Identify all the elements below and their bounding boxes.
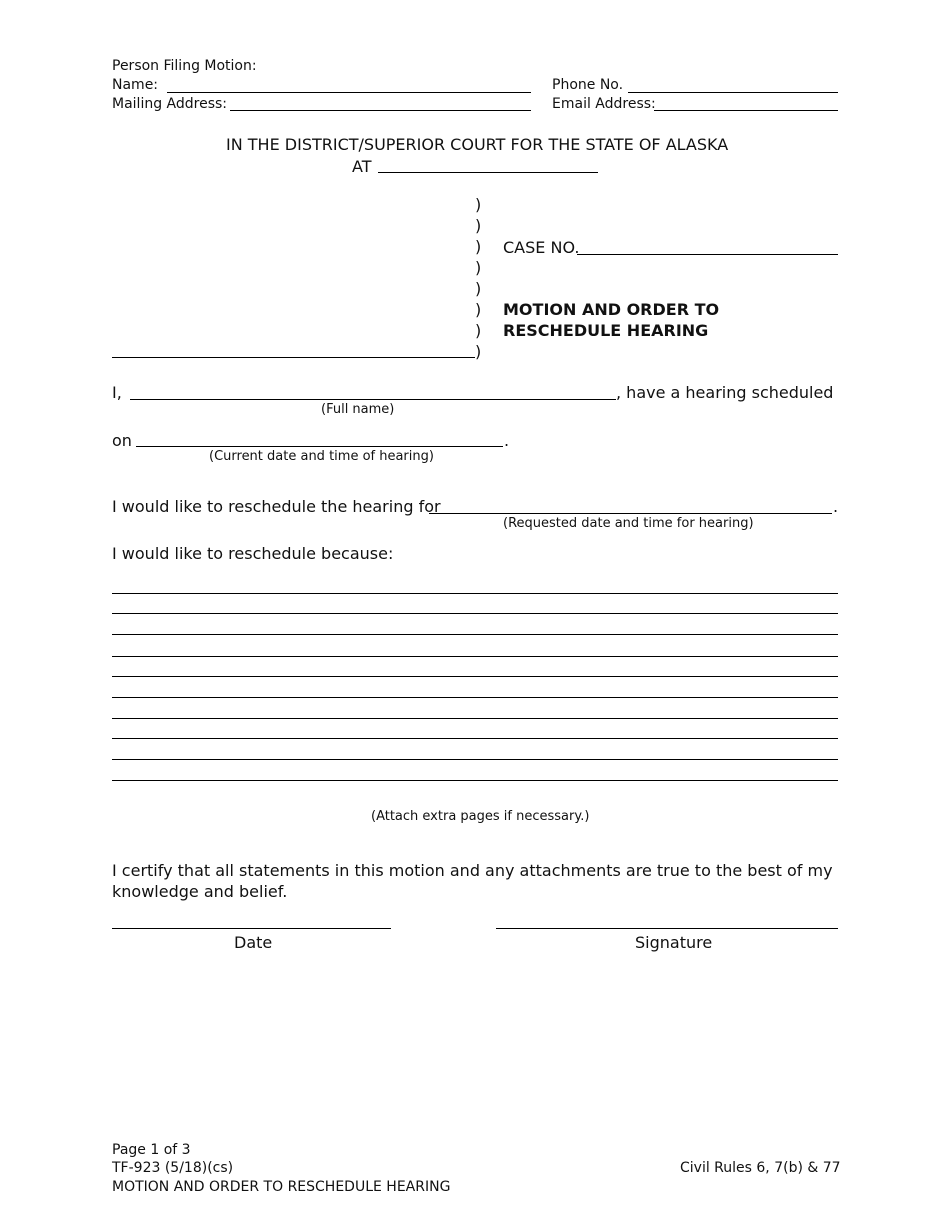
reason-line[interactable] [112, 718, 838, 719]
motion-title-line1: MOTION AND ORDER TO [503, 300, 720, 319]
paren: ) [475, 258, 482, 277]
name-field[interactable] [167, 92, 531, 93]
reschedule-for-label: I would like to reschedule the hearing for [112, 497, 441, 516]
current-date-field[interactable] [136, 446, 503, 447]
form-number: TF-923 (5/18)(cs) [112, 1160, 234, 1176]
paren: ) [475, 216, 482, 235]
phone-field[interactable] [628, 92, 838, 93]
signature-label: Signature [635, 933, 713, 952]
paren: ) [475, 237, 482, 256]
phone-label: Phone No. [552, 77, 624, 93]
paren: ) [475, 300, 482, 319]
reason-line[interactable] [112, 676, 838, 677]
certify-line2: knowledge and belief. [112, 882, 288, 901]
reschedule-period: . [833, 497, 839, 516]
reason-line[interactable] [112, 634, 838, 635]
paren: ) [475, 279, 482, 298]
reschedule-because-label: I would like to reschedule because: [112, 544, 394, 563]
reason-line[interactable] [112, 697, 838, 698]
current-date-caption: (Current date and time of hearing) [209, 449, 434, 464]
case-no-field[interactable] [577, 254, 838, 255]
full-name-field[interactable] [130, 399, 616, 400]
motion-title-line2: RESCHEDULE HEARING [503, 321, 709, 340]
reason-line[interactable] [112, 593, 838, 594]
i-label: I, [112, 383, 122, 402]
full-name-caption: (Full name) [321, 402, 395, 417]
requested-date-caption: (Requested date and time for hearing) [503, 516, 754, 531]
requested-date-field[interactable] [429, 513, 832, 514]
reason-line[interactable] [112, 759, 838, 760]
certify-line1: I certify that all statements in this motion and any attachments are true to the best of my [112, 861, 833, 880]
court-title: IN THE DISTRICT/SUPERIOR COURT FOR THE STATE OF ALASKA [226, 135, 729, 154]
date-label: Date [234, 933, 273, 952]
footer-form-title: MOTION AND ORDER TO RESCHEDULE HEARING [112, 1179, 451, 1195]
at-label: AT [352, 157, 372, 176]
case-no-label: CASE NO. [503, 238, 580, 257]
email-label: Email Address: [552, 96, 656, 112]
paren: ) [475, 195, 482, 214]
reason-line[interactable] [112, 613, 838, 614]
reason-line[interactable] [112, 780, 838, 781]
hearing-scheduled-text: , have a hearing scheduled [616, 383, 834, 402]
name-label: Name: [112, 77, 159, 93]
mailing-address-field[interactable] [230, 110, 531, 111]
civil-rules: Civil Rules 6, 7(b) & 77 [680, 1160, 841, 1176]
attach-note: (Attach extra pages if necessary.) [371, 809, 590, 824]
paren: ) [475, 321, 482, 340]
signature-field[interactable] [496, 928, 838, 929]
on-period: . [504, 431, 510, 450]
mailing-address-label: Mailing Address: [112, 96, 228, 112]
reason-line[interactable] [112, 656, 838, 657]
paren: ) [475, 342, 482, 361]
date-signature-field[interactable] [112, 928, 391, 929]
on-label: on [112, 431, 132, 450]
person-filing-label: Person Filing Motion: [112, 58, 257, 74]
party-name-field[interactable] [112, 357, 475, 358]
page-number: Page 1 of 3 [112, 1142, 191, 1158]
reason-line[interactable] [112, 738, 838, 739]
court-location-field[interactable] [378, 172, 598, 173]
email-field[interactable] [654, 110, 838, 111]
